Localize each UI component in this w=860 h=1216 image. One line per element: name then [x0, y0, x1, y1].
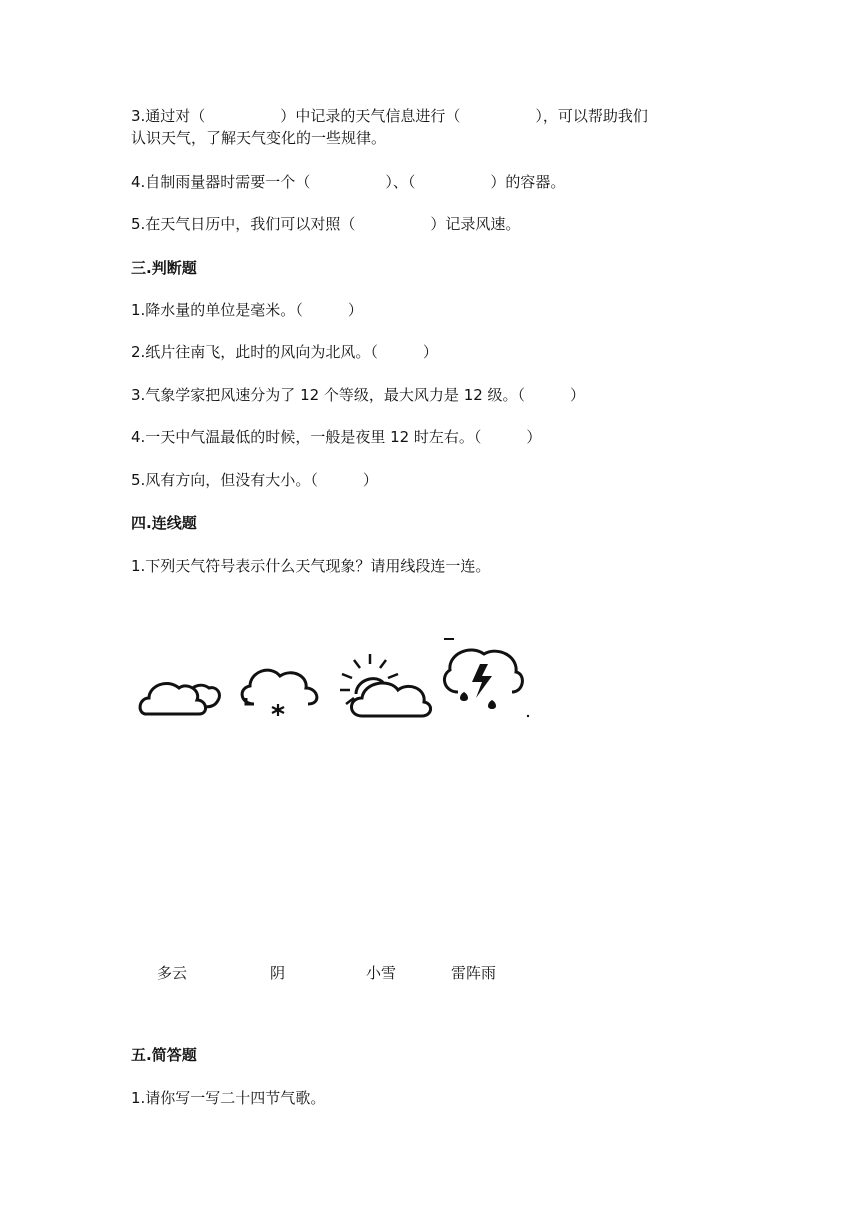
fill-q3-line1: 3.通过对（ ）中记录的天气信息进行（ ），可以帮助我们 — [131, 107, 648, 125]
sun-cloud-icon — [334, 652, 436, 720]
judge-item-5: 5.风有方向，但没有大小。（ ） — [131, 471, 378, 489]
match-label-1: 多云 — [157, 964, 188, 982]
section-short-title: 五.简答题 — [131, 1046, 197, 1064]
judge-item-2: 2.纸片往南飞，此时的风向为北风。（ ） — [131, 343, 438, 361]
cloudy-icon — [137, 668, 223, 720]
judge-item-1: 1.降水量的单位是毫米。（ ） — [131, 301, 363, 319]
section-judge-title: 三.判断题 — [131, 259, 197, 277]
match-label-3: 小雪 — [366, 964, 397, 982]
match-label-4: 雷阵雨 — [451, 964, 497, 982]
fill-q4: 4.自制雨量器时需要一个（ ）、（ ）的容器。 — [131, 173, 566, 191]
short-question: 1.请你写一写二十四节气歌。 — [131, 1089, 326, 1107]
snow-cloud-icon — [234, 660, 324, 720]
judge-item-4: 4.一天中气温最低的时候，一般是夜里 12 时左右。（ ） — [131, 428, 542, 446]
fill-q5: 5.在天气日历中，我们可以对照（ ）记录风速。 — [131, 215, 521, 233]
section-match-title: 四.连线题 — [131, 514, 197, 532]
judge-item-3: 3.气象学家把风速分为了 12 个等级，最大风力是 12 级。（ ） — [131, 386, 586, 404]
thunderstorm-icon — [436, 636, 532, 720]
match-label-2: 阴 — [270, 964, 286, 982]
match-question: 1.下列天气符号表示什么天气现象？请用线段连一连。 — [131, 557, 491, 575]
fill-q3-line2: 认识天气，了解天气变化的一些规律。 — [131, 129, 387, 147]
